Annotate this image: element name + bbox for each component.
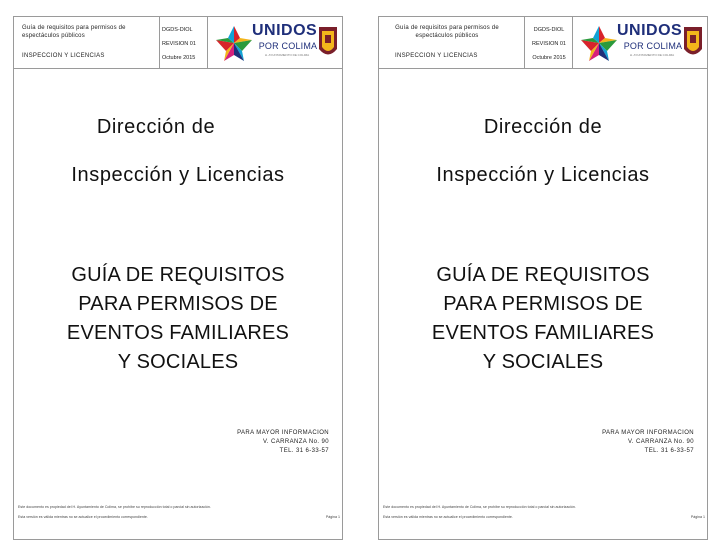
page-number: Página 1 xyxy=(690,515,705,519)
document-page-right xyxy=(378,16,708,540)
document-codes xyxy=(527,17,571,69)
document-code: DGDS-DIOL xyxy=(533,27,565,33)
guide-heading-line: EVENTOS FAMILIARES xyxy=(66,322,290,344)
department-label: INSPECCION Y LICENCIAS xyxy=(22,53,105,59)
footer-validity: Esta versión es válida mientras no se actualice el procedimiento correspondiente. xyxy=(18,515,148,519)
document-footer xyxy=(383,505,705,525)
header-divider xyxy=(207,17,208,69)
contact-phone: TEL. 31 6-33-57 xyxy=(644,448,694,454)
contact-info xyxy=(184,429,329,456)
guide-title: Guía de requisitos para permisos de espectáculos públicos xyxy=(22,25,126,39)
guide-heading xyxy=(14,261,342,377)
logo-brand-text: UNIDOS xyxy=(617,22,683,39)
colorful-star-logo-icon xyxy=(214,24,254,62)
page-title: Dirección de xyxy=(96,116,216,138)
guide-heading-line: Y SOCIALES xyxy=(117,351,239,373)
page-number: Página 1 xyxy=(325,515,340,519)
document-code: DGDS-DIOL xyxy=(162,27,193,33)
footer-validity: Esta versión es válida mientras no se actualice el procedimiento correspondiente. xyxy=(383,515,513,519)
logo-subtext: POR COLIMA xyxy=(258,41,318,51)
contact-address: V. CARRANZA No. 90 xyxy=(262,439,329,445)
guide-heading-line: PARA PERMISOS DE xyxy=(443,293,643,315)
contact-info xyxy=(549,429,694,456)
department-label: INSPECCION Y LICENCIAS xyxy=(395,53,478,59)
guide-title: Guía de requisitos para permisos de espectáculos públicos xyxy=(395,25,499,39)
logo-brand-text: UNIDOS xyxy=(252,22,318,39)
colorful-star-logo-icon xyxy=(579,24,619,62)
logo-motto: H. AYUNTAMIENTO DE COLIMA xyxy=(264,53,310,57)
revision-label: REVISION 01 xyxy=(162,41,196,47)
header-divider xyxy=(524,17,525,69)
contact-line: PARA MAYOR INFORMACION xyxy=(602,430,694,436)
guide-heading-line: Y SOCIALES xyxy=(482,351,604,373)
header-divider xyxy=(159,17,160,69)
guide-heading-line: GUÍA DE REQUISITOS xyxy=(436,264,650,286)
footer-notice: Este documento es propiedad del H. Ayuntamiento de Colima, se prohíbe su reproducción total o parcial sin autorización. xyxy=(383,505,576,509)
footer-notice: Este documento es propiedad del H. Ayuntamiento de Colima, se prohíbe su reproducción total o parcial sin autorización. xyxy=(18,505,211,509)
page-subtitle: Inspección y Licencias xyxy=(436,164,650,186)
contact-line: PARA MAYOR INFORMACION xyxy=(237,430,329,436)
municipal-crest-icon xyxy=(683,25,703,61)
page-subtitle: Inspección y Licencias xyxy=(71,164,285,186)
document-header xyxy=(14,17,342,69)
municipal-crest-icon xyxy=(318,25,338,61)
logo-subtext: POR COLIMA xyxy=(623,41,683,51)
revision-label: REVISION 01 xyxy=(532,41,566,47)
guide-heading xyxy=(379,261,707,377)
document-page-left xyxy=(13,16,343,540)
unidos-por-colima-logo xyxy=(579,21,704,65)
unidos-por-colima-logo xyxy=(214,21,339,65)
contact-address: V. CARRANZA No. 90 xyxy=(627,439,694,445)
document-codes xyxy=(162,17,206,69)
revision-date: Octubre 2015 xyxy=(162,55,196,61)
guide-heading-line: PARA PERMISOS DE xyxy=(78,293,278,315)
logo-motto: H. AYUNTAMIENTO DE COLIMA xyxy=(629,53,675,57)
guide-heading-line: EVENTOS FAMILIARES xyxy=(431,322,655,344)
revision-date: Octubre 2015 xyxy=(532,55,566,61)
document-footer xyxy=(18,505,340,525)
header-divider xyxy=(572,17,573,69)
document-header xyxy=(379,17,707,69)
contact-phone: TEL. 31 6-33-57 xyxy=(279,448,329,454)
guide-heading-line: GUÍA DE REQUISITOS xyxy=(71,264,285,286)
page-title: Dirección de xyxy=(483,116,603,138)
